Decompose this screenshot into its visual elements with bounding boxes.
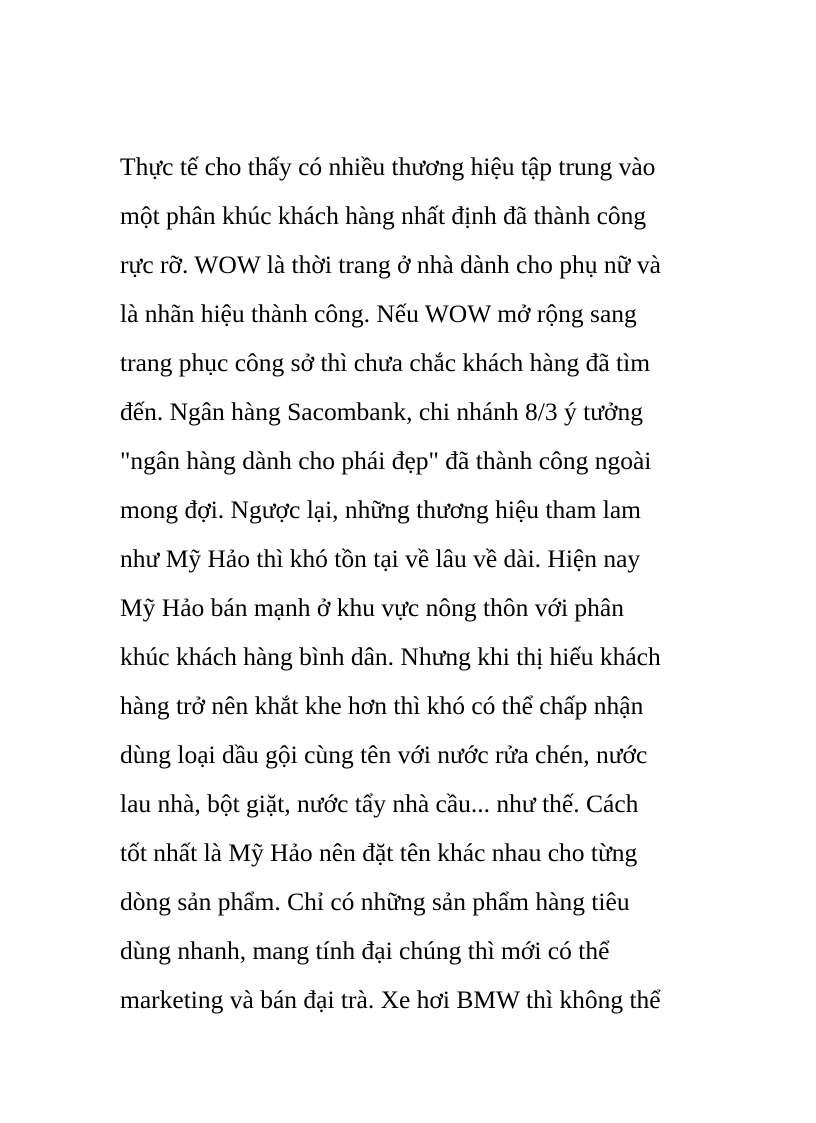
paragraph-line: đến. Ngân hàng Sacombank, chi nhánh 8/3 ý tưởng	[120, 397, 644, 426]
paragraph-line: marketing và bán đại trà. Xe hơi BMW thì không thể	[120, 985, 661, 1014]
paragraph-line: như Mỹ Hảo thì khó tồn tại về lâu về dài. Hiện nay	[120, 544, 641, 573]
paragraph-line: lau nhà, bột giặt, nước tẩy nhà cầu... như thế. Cách	[120, 789, 639, 818]
paragraph-line: mong đợi. Ngược lại, những thương hiệu tham lam	[120, 495, 642, 524]
paragraph-line: một phân khúc khách hàng nhất định đã thành công	[120, 201, 647, 230]
body-paragraph	[120, 147, 740, 1029]
paragraph-line: hàng trở nên khắt khe hơn thì khó có thể chấp nhận	[120, 691, 644, 720]
paragraph-line: trang phục công sở thì chưa chắc khách hàng đã tìm	[120, 348, 651, 377]
paragraph-line: rực rỡ. WOW là thời trang ở nhà dành cho phụ nữ và	[120, 250, 661, 279]
paragraph-line: là nhãn hiệu thành công. Nếu WOW mở rộng sang	[120, 299, 637, 328]
paragraph-line: Mỹ Hảo bán mạnh ở khu vực nông thôn với phân	[120, 593, 624, 622]
paragraph-line: Thực tế cho thấy có nhiều thương hiệu tập trung vào	[120, 152, 656, 181]
paragraph-line: dùng loại dầu gội cùng tên với nước rửa chén, nước	[120, 740, 648, 769]
paragraph-line: "ngân hàng dành cho phái đẹp" đã thành công ngoài	[120, 446, 652, 475]
paragraph-line: dòng sản phẩm. Chỉ có những sản phẩm hàng tiêu	[120, 887, 630, 916]
paragraph-line: khúc khách hàng bình dân. Nhưng khi thị hiếu khách	[120, 642, 661, 671]
paragraph-line: tốt nhất là Mỹ Hảo nên đặt tên khác nhau cho từng	[120, 838, 638, 867]
paragraph-line: dùng nhanh, mang tính đại chúng thì mới có thể	[120, 936, 610, 965]
